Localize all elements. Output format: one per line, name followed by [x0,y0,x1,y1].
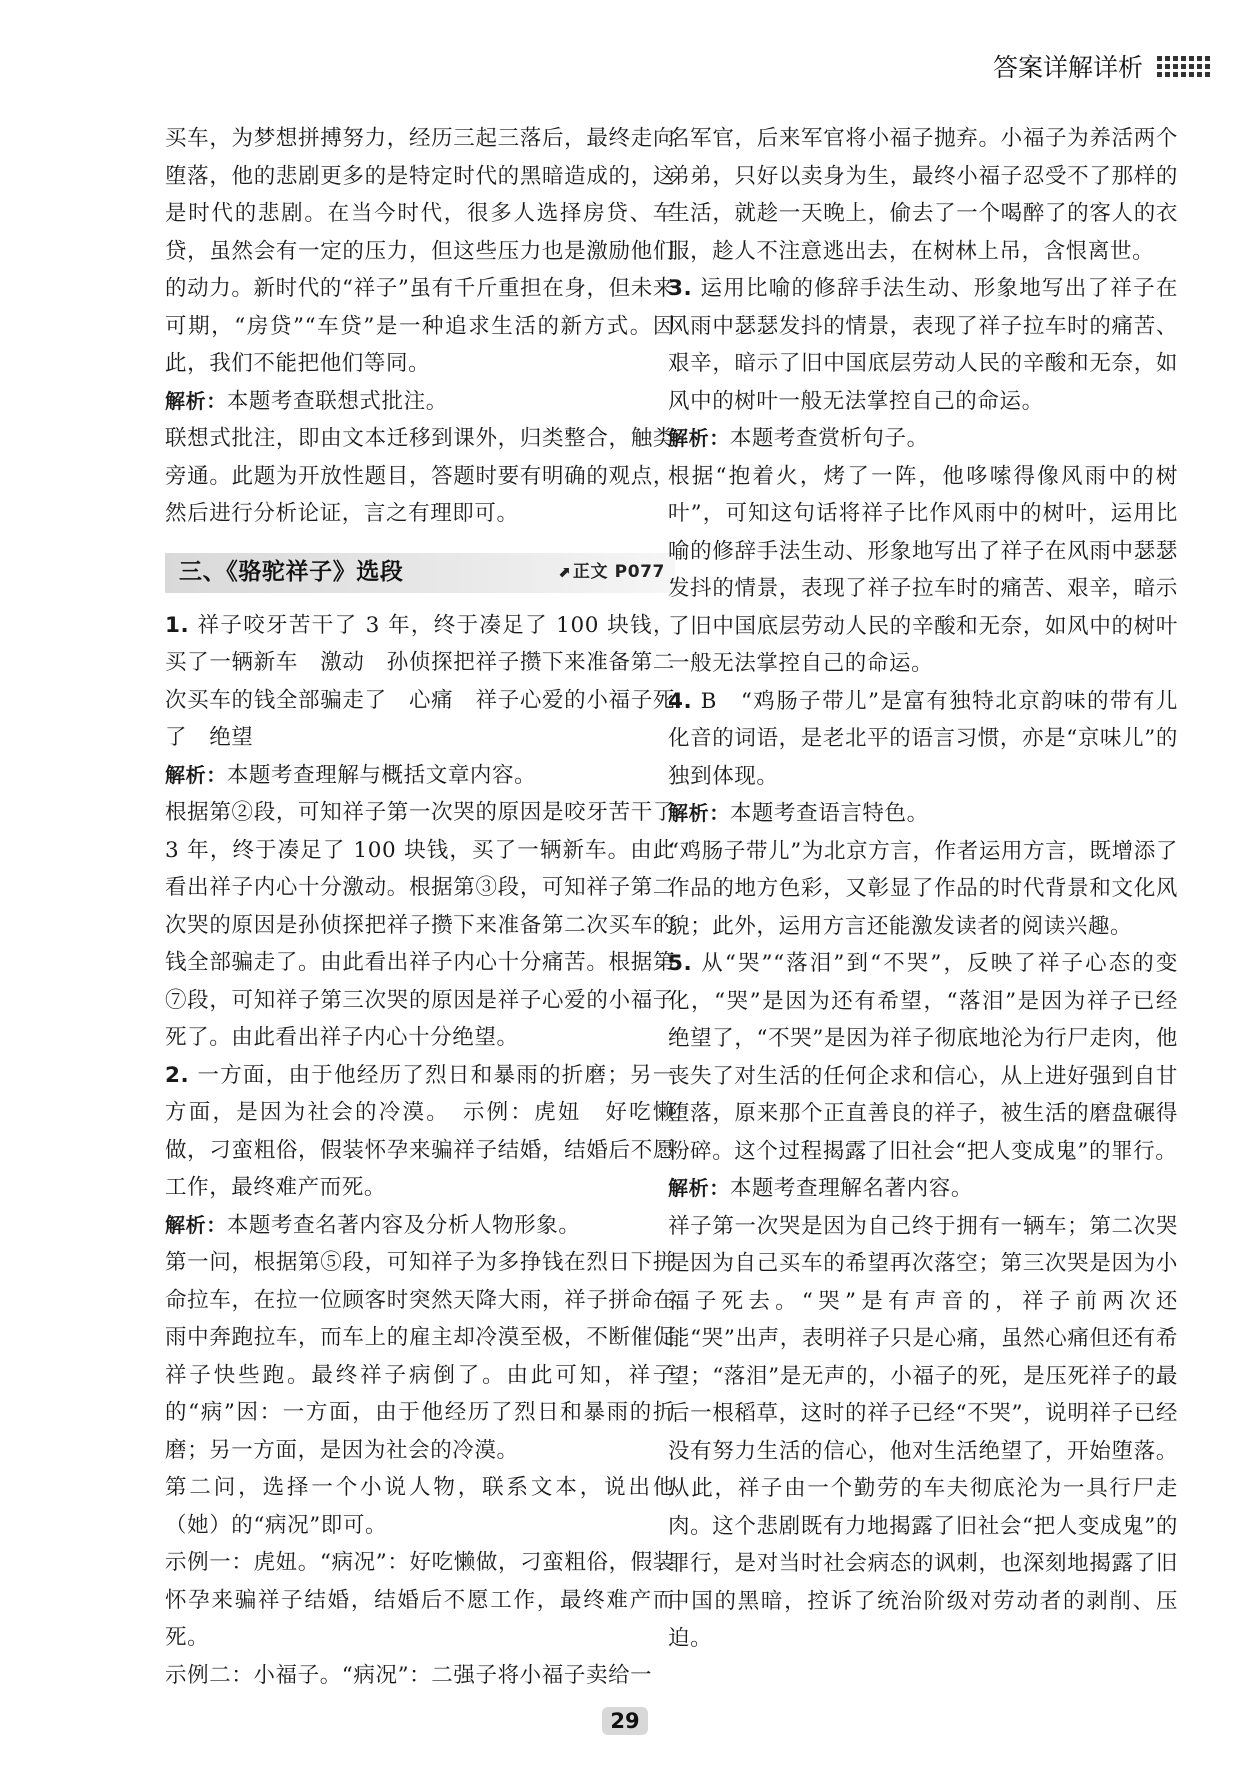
answer-text: B “鸡肠子带儿”是富有独特北京韵味的带有儿化音的词语，是老北平的语言习惯，亦是“京味儿”的独到体现。 [668,688,1179,789]
analysis-label: 解析： [165,1212,227,1237]
paragraph: 名军官，后来军官将小福子抛弃。小福子为养活两个弟弟，只好以卖身为生，最终小福子忍受不了那样的生活，就趁一天晚上，偷去了一个喝醉了的客人的衣服，趁人不注意逃出去，在树林上吊，含恨离世。 [668,126,1178,264]
paragraph: 示例二：小福子。“病况”：二强子将小福子卖给一 [165,1662,653,1688]
header-dots-decoration [1157,56,1210,77]
paragraph: 根据第②段，可知祥子第一次哭的原因是咬牙苦干了 3 年，终于凑足了 100 块钱，买了一辆新车。由此看出祥子内心十分激动。根据第③段，可知祥子第二次哭的原因是孙侦探把祥子攒下来准备第二次买车的钱全部骗走了。由此看出祥子内心十分痛苦。根据第⑦段，可知祥子第三次哭的原因是祥子心爱的小福子死了。由此看出祥子内心十分绝望。 [165,800,675,1050]
section-ref-text: 正文 P077 [572,561,665,582]
header-title: 答案详解详析 [992,53,1143,82]
analysis-label: 解析： [668,426,730,450]
paragraph: 第二问，选择一个小说人物，联系文本，说出他（她）的“病况”即可。 [165,1475,675,1538]
section-reference [558,554,665,592]
answer-text: 从“哭”“落泪”到“不哭”，反映了祥子心态的变化，“哭”是因为还有希望，“落泪”是因为祥子已经绝望了，“不哭”是因为祥子彻底地沦为行尸走肉，他丧失了对生活的任何企求和信心，从上进好强到自甘堕落，原来那个正直善良的祥子，被生活的磨盘碾得粉碎。这个过程揭露了旧社会“把人变成鬼”的罪行。 [668,951,1178,1164]
analysis-text: 本题考查理解与概括文章内容。 [226,762,537,788]
section-title: 三、《骆驼祥子》选段 [179,558,404,585]
arrow-icon: ⬈ [557,562,571,581]
answer-5 [668,945,1178,1170]
answer-2 [165,1057,675,1207]
answer-3 [668,270,1178,420]
page-header [993,48,1210,84]
analysis-label: 解析： [668,1176,730,1200]
answer-number: 2. [165,1062,190,1088]
analysis-label: 解析： [165,762,227,787]
section-header [165,553,675,593]
analysis-line [165,383,675,421]
answer-number: 4. [668,688,693,714]
analysis-text: 本题考查赏析句子。 [729,426,929,451]
paragraph: 祥子第一次哭是因为自己终于拥有一辆车；第二次哭是因为自己买车的希望再次落空；第三次哭是因为小福子死去。“哭”是有声音的，祥子前两次还能“哭”出声，表明祥子只是心痛，虽然心痛但还有希望；“落泪”是无声的，小福子的死，是压死祥子的最后一根稻草，这时的祥子已经“不哭”，说明祥子已经没有努力生活的信心，他对生活绝望了，开始堕落。从此，祥子由一个勤劳的车夫彻底沦为一具行尸走肉。这个悲剧既有力地揭露了旧社会“把人变成鬼”的罪行，是对当时社会病态的讽刺，也深刻地揭露了旧中国的黑暗，控诉了统治阶级对劳动者的剥削、压迫。 [668,1213,1178,1651]
answer-number: 5. [668,951,693,976]
analysis-line [165,1207,675,1245]
paragraph: “鸡肠子带儿”为北京方言，作者运用方言，既增添了作品的地方色彩，又彰显了作品的时代背景和文化风貌；此外，运用方言还能激发读者的阅读兴趣。 [668,838,1178,939]
analysis-line [668,1170,1178,1208]
answer-text: 一方面，由于他经历了烈日和暴雨的折磨；另一方面，是因为社会的冷漠。 示例：虎妞 好吃懒做，刁蛮粗俗，假装怀孕来骗祥子结婚，结婚后不愿工作，最终难产而死。 [165,1062,675,1200]
page-number [0,1707,1250,1735]
answer-1 [165,607,675,757]
paragraph: 根据“抱着火，烤了一阵，他哆嗦得像风雨中的树叶”，可知这句话将祥子比作风雨中的树叶，运用比喻的修辞手法生动、形象地写出了祥子在风雨中瑟瑟发抖的情景，表现了祥子拉车时的痛苦、艰辛，暗示了旧中国底层劳动人民的辛酸和无奈，如风中的树叶一般无法掌控自己的命运。 [668,463,1178,676]
analysis-line [668,420,1178,458]
analysis-label: 解析： [165,388,227,413]
paragraph: 买车，为梦想拼搏努力，经历三起三落后，最终走向堕落，他的悲剧更多的是特定时代的黑暗造成的，这是时代的悲剧。在当今时代，很多人选择房贷、车贷，虽然会有一定的压力，但这些压力也是激励他们的动力。新时代的“祥子”虽有千斤重担在身，但未来可期，“房贷”“车贷”是一种追求生活的新方式。因此，我们不能把他们等同。 [165,126,675,376]
answer-text: 运用比喻的修辞手法生动、形象地写出了祥子在风雨中瑟瑟发抖的情景，表现了祥子拉车时的痛苦、艰辛，暗示了旧中国底层劳动人民的辛酸和无奈，如风中的树叶一般无法掌控自己的命运。 [668,276,1178,414]
right-column [668,120,1178,1658]
analysis-text: 本题考查联想式批注。 [226,388,448,414]
answer-4 [668,683,1178,796]
paragraph: 联想式批注，即由文本迁移到课外，归类整合，触类旁通。此题为开放性题目，答题时要有明确的观点，然后进行分析论证，言之有理即可。 [165,426,675,526]
analysis-line [668,795,1178,833]
answer-number: 1. [165,612,190,638]
analysis-text: 本题考查语言特色。 [729,801,929,826]
analysis-text: 本题考查名著内容及分析人物形象。 [226,1212,581,1238]
page-number-badge: 29 [602,1707,647,1735]
paragraph: 第一问，根据第⑤段，可知祥子为多挣钱在烈日下拼命拉车，在拉一位顾客时突然天降大雨，祥子拼命在雨中奔跑拉车，而车上的雇主却冷漠至极，不断催促祥子快些跑。最终祥子病倒了。由此可知，祥子的“病”因：一方面，由于他经历了烈日和暴雨的折磨；另一方面，是因为社会的冷漠。 [165,1250,675,1463]
left-column [165,120,675,1694]
analysis-text: 本题考查理解名著内容。 [729,1176,973,1201]
answer-text: 祥子咬牙苦干了 3 年，终于凑足了 100 块钱，买了一辆新车 激动 孙侦探把祥子攒下来准备第二次买车的钱全部骗走了 心痛 祥子心爱的小福子死了 绝望 [165,612,675,750]
analysis-label: 解析： [668,801,730,825]
paragraph: 示例一：虎妞。“病况”：好吃懒做，刁蛮粗俗，假装怀孕来骗祥子结婚，结婚后不愿工作，最终难产而死。 [165,1550,675,1650]
answer-number: 3. [668,276,693,301]
analysis-line [165,757,675,795]
